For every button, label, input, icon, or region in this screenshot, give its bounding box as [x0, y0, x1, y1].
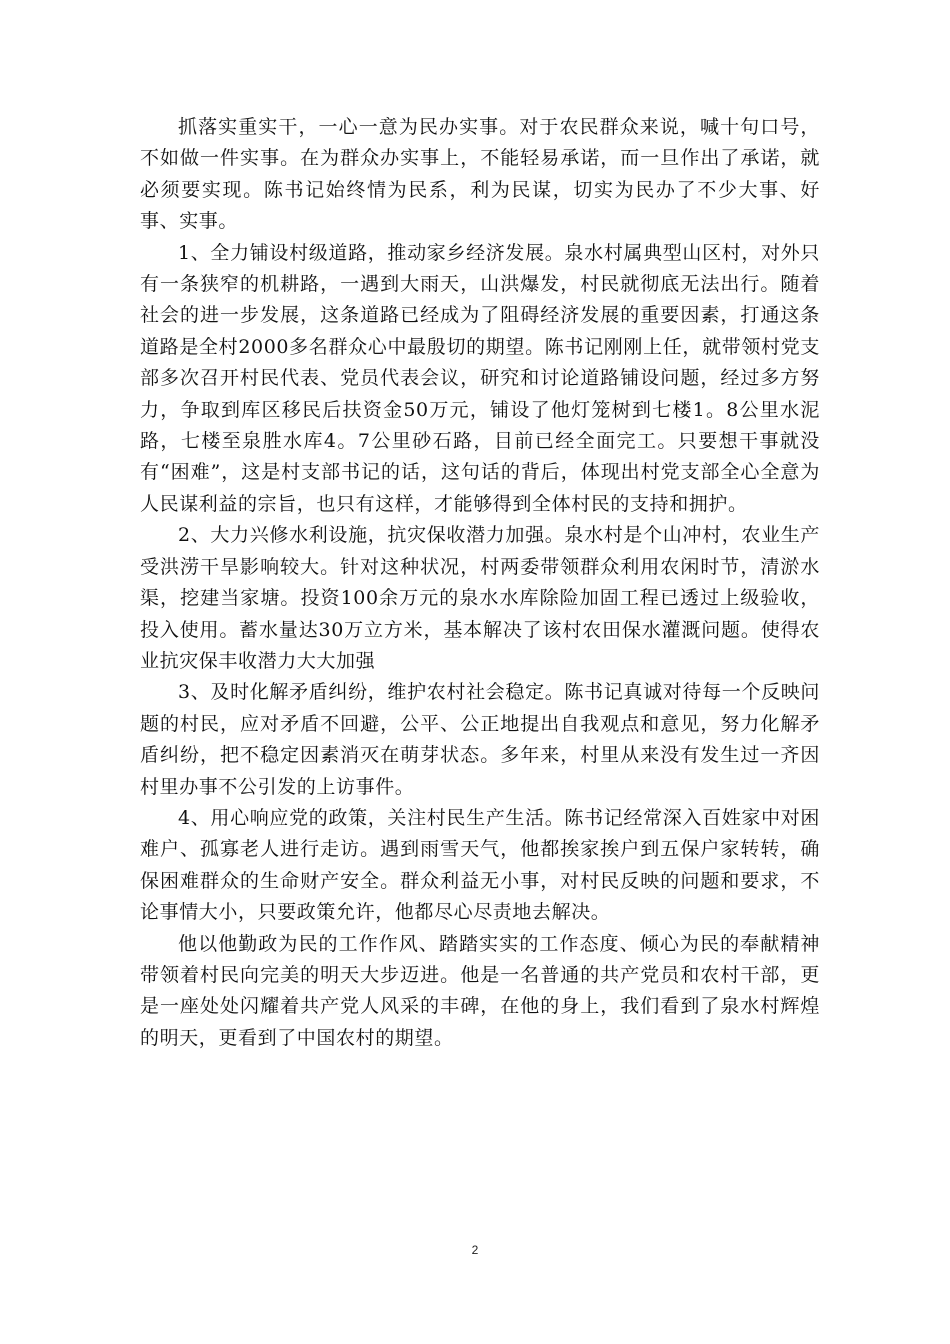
document-body — [140, 112, 820, 1054]
paragraph-policy: 4、用心响应党的政策，关注村民生产生活。陈书记经常深入百姓家中对困难户、孤寡老人进行走访。遇到雨雪天气，他都挨家挨户到五保户家转转，确保困难群众的生命财产安全。群众利益无小事，对村民反映的问题和要求，不论事情大小，只要政策允许，他都尽心尽责地去解决。 — [140, 806, 820, 924]
paragraph-conclusion: 他以他勤政为民的工作作风、踏踏实实的工作态度、倾心为民的奉献精神带领着村民向完美的明天大步迈进。他是一名普通的共产党员和农村干部，更是一座处处闪耀着共产党人风采的丰碑，在他的身上，我们看到了泉水村辉煌的明天，更看到了中国农村的期望。 — [140, 932, 820, 1049]
paragraph-disputes: 3、及时化解矛盾纠纷，维护农村社会稳定。陈书记真诚对待每一个反映问题的村民，应对矛盾不回避，公平、公正地提出自我观点和意见，努力化解矛盾纠纷，把不稳定因素消灭在萌芽状态。多年来，村里从来没有发生过一齐因村里办事不公引发的上访事件。 — [140, 681, 820, 798]
paragraph-roads: 1、全力铺设村级道路，推动家乡经济发展。泉水村属典型山区村，对外只有一条狭窄的机耕路，一遇到大雨天，山洪爆发，村民就彻底无法出行。随着社会的进一步发展，这条道路已经成为了阻碍经济发展的重要因素，打通这条道路是全村2000多名群众心中最殷切的期望。陈书记刚刚上任，就带领村党支部多次召开村民代表、党员代表会议，研究和讨论道路铺设问题，经过多方努力，争取到库区移民后扶资金50万元，铺设了他灯笼树到七楼1。8公里水泥路，七楼至泉胜水库4。7公里砂石路，目前已经全面完工。只要想干事就没有“困难”，这是村支部书记的话，这句话的背后，体现出村党支部全心全意为人民谋利益的宗旨，也只有这样，才能够得到全体村民的支持和拥护。 — [140, 241, 820, 515]
paragraph-water: 2、大力兴修水利设施，抗灾保收潜力加强。泉水村是个山冲村，农业生产受洪涝干旱影响较大。针对这种状况，村两委带领群众利用农闲时节，清淤水渠，挖建当家塘。投资100余万元的泉水水库除险加固工程已透过上级验收，投入使用。蓄水量达30万立方米，基本解决了该村农田保水灌溉问题。使得农业抗灾保丰收潜力大大加强 — [140, 524, 820, 672]
paragraph-intro: 抓落实重实干，一心一意为民办实事。对于农民群众来说，喊十句口号，不如做一件实事。在为群众办实事上，不能轻易承诺，而一旦作出了承诺，就必须要实现。陈书记始终情为民系，利为民谋，切实为民办了不少大事、好事、实事。 — [140, 116, 820, 233]
page-number: 2 — [471, 1243, 479, 1257]
